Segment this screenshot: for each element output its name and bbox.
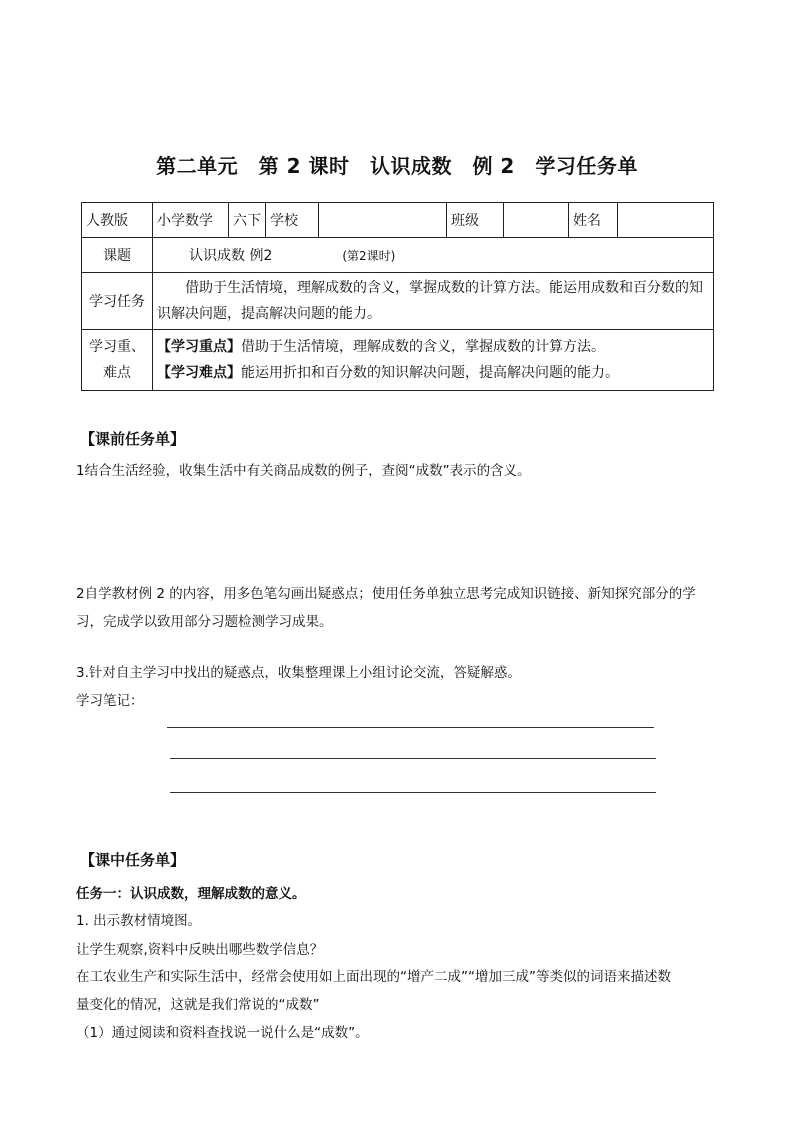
difficult-point-tag: 【学习难点】 <box>157 365 241 381</box>
note-line-1[interactable] <box>167 727 654 728</box>
task-value: 借助于生活情境，理解成数的含义，掌握成数的计算方法。能运用成数和百分数的知识解决问题，提高解决问题的能力。 <box>157 280 703 322</box>
focus-label-cell <box>82 330 153 391</box>
in-class-heading: 【课中任务单】 <box>80 851 186 869</box>
pre-class-item-1: 1结合生活经验，收集生活中有关商品成数的例子，查阅“成数”表示的含义。 <box>76 463 531 479</box>
focus-value-cell <box>153 330 714 391</box>
pre-class-heading: 【课前任务单】 <box>80 430 186 448</box>
task1-title: 任务一：认识成数，理解成数的意义。 <box>76 886 306 902</box>
edition-cell: 人教版 <box>82 203 153 238</box>
notes-label: 学习笔记： <box>76 693 144 709</box>
note-line-2[interactable] <box>170 758 656 759</box>
page-title: 第二单元 第 2 课时 认识成数 例 2 学习任务单 <box>156 154 638 178</box>
explain-line-2: 量变化的情况，这就是我们常说的“成数” <box>76 997 320 1013</box>
explain-line-1: 在工农业生产和实际生活中，经常会使用如上面出现的“增产二成”“增加三成”等类似的词语来描述数 <box>76 969 671 985</box>
note-line-3[interactable] <box>170 792 656 793</box>
school-label: 学校 <box>266 203 319 238</box>
class-field[interactable] <box>504 203 569 238</box>
focus-label-line2: 难点 <box>103 365 131 381</box>
name-label: 姓名 <box>569 203 618 238</box>
topic-value-cell <box>153 238 714 273</box>
grade-cell: 六下 <box>229 203 266 238</box>
class-label: 班级 <box>447 203 504 238</box>
sub-question-1: （1）通过阅读和资料查找说一说什么是“成数”。 <box>76 1025 369 1041</box>
pre-class-item-2-line1: 2自学教材例 2 的内容，用多色笔勾画出疑惑点；使用任务单独立思考完成知识链接、新知探究部分的学 <box>76 586 696 602</box>
school-field[interactable] <box>319 203 447 238</box>
key-point-tag: 【学习重点】 <box>157 339 241 355</box>
task-value-cell <box>153 273 714 330</box>
pre-class-item-3: 3.针对自主学习中找出的疑惑点，收集整理课上小组讨论交流，答疑解惑。 <box>76 665 521 681</box>
difficult-point-text: 能运用折扣和百分数的知识解决问题，提高解决问题的能力。 <box>241 365 619 381</box>
topic-lesson: (第2课时) <box>342 249 396 263</box>
pre-class-item-2-line2: 习，完成学以致用部分习题检测学习成果。 <box>76 614 333 630</box>
step-1: 1. 出示教材情境图。 <box>76 913 202 929</box>
task-label: 学习任务 <box>82 273 153 330</box>
key-point-text: 借助于生活情境，理解成数的含义，掌握成数的计算方法。 <box>241 339 605 355</box>
subject-cell: 小学数学 <box>153 203 229 238</box>
question: 让学生观察,资料中反映出哪些数学信息？ <box>76 942 324 958</box>
lesson-info-table <box>81 202 714 391</box>
focus-label-line1: 学习重、 <box>89 339 145 355</box>
topic-label: 课题 <box>82 238 153 273</box>
topic-value: 认识成数 例2 <box>189 248 273 264</box>
name-field[interactable] <box>618 203 714 238</box>
